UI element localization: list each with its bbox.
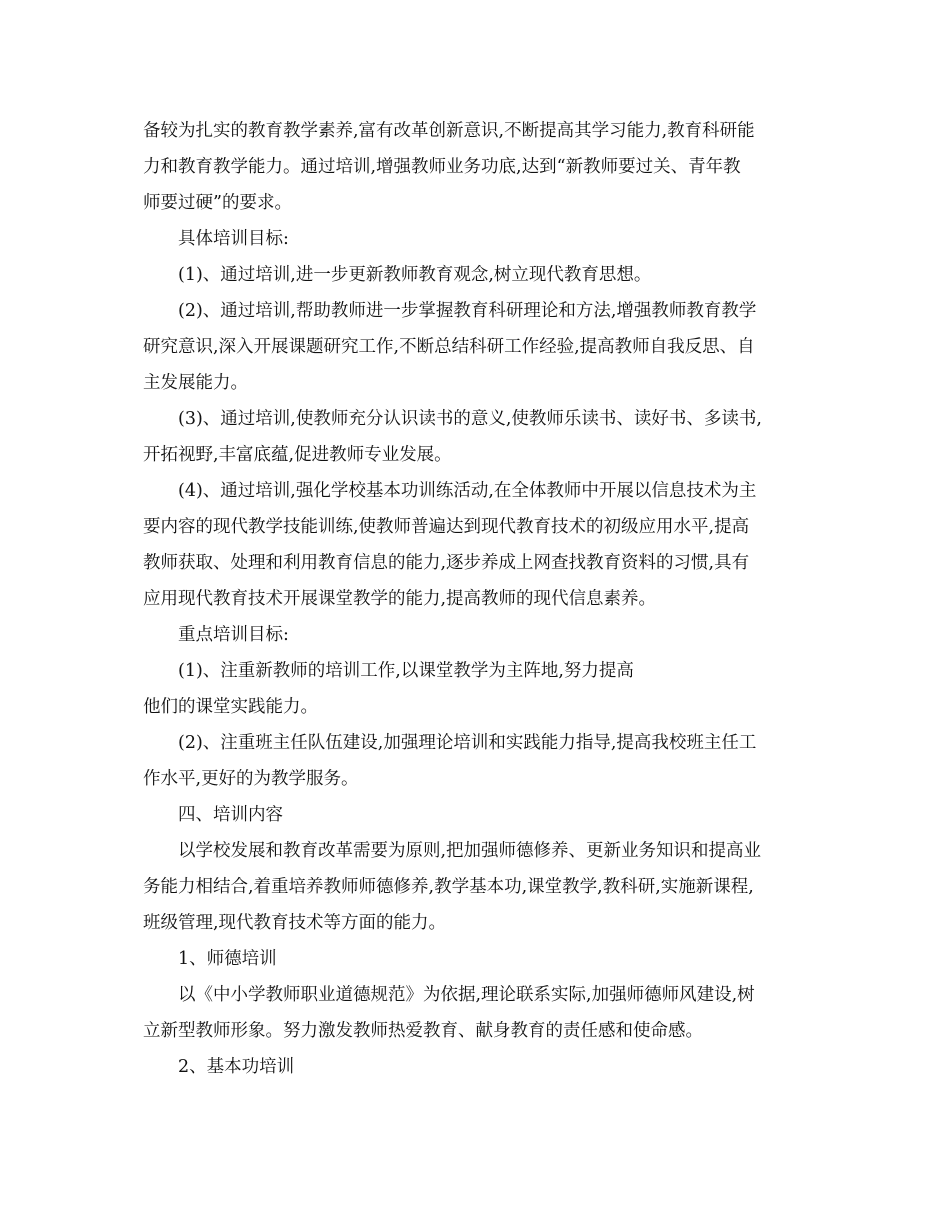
text-line: 作水平,更好的为教学服务。 — [143, 769, 359, 789]
text-line: 研究意识,深入开展课题研究工作,不断总结科研工作经验,提高教师自我反思、自 — [143, 337, 755, 357]
text-line: 开拓视野,丰富底蕴,促进教师专业发展。 — [143, 445, 452, 465]
text-line: (1)、通过培训,进一步更新教师教育观念,树立现代教育思想。 — [178, 265, 652, 285]
text-line: 1、师德培训 — [178, 949, 277, 969]
text-line: (2)、注重班主任队伍建设,加强理论培训和实践能力指导,提高我校班主任工 — [178, 733, 757, 753]
paragraph-1 — [143, 113, 813, 221]
text-line: 备较为扎实的教育教学素养,富有改革创新意识,不断提高其学习能力,教育科研能 — [143, 121, 755, 141]
text-line: 务能力相结合,着重培养教师师德修养,教学基本功,课堂教学,教科研,实施新课程, — [143, 877, 754, 897]
key-goal-item-1 — [143, 653, 813, 689]
text-line: (2)、通过培训,帮助教师进一步掌握教育科研理论和方法,增强教师教育教学 — [178, 301, 757, 321]
training-content-paragraph — [143, 833, 813, 941]
goal-item-3 — [143, 401, 813, 473]
text-line: 重点培训目标: — [178, 625, 289, 645]
text-line: (4)、通过培训,强化学校基本功训练活动,在全体教师中开展以信息技术为主 — [178, 481, 757, 501]
text-line: 以《中小学教师职业道德规范》为依据,理论联系实际,加强师德师风建设,树 — [178, 985, 755, 1005]
text-line: 要内容的现代教学技能训练,使教师普遍达到现代教育技术的初级应用水平,提高 — [143, 517, 750, 537]
text-line: 以学校发展和教育改革需要为原则,把加强师德修养、更新业务知识和提高业 — [178, 841, 762, 861]
text-line: 立新型教师形象。努力激发教师热爱教育、献身教育的责任感和使命感。 — [143, 1021, 703, 1041]
goal-item-2 — [143, 293, 813, 401]
text-line: 四、培训内容 — [178, 805, 283, 825]
heading-basic-skills-training — [143, 1049, 813, 1085]
text-line: 应用现代教育技术开展课堂教学的能力,提高教师的现代信息素养。 — [143, 589, 657, 609]
text-line: (3)、通过培训,使教师充分认识读书的意义,使教师乐读书、读好书、多读书, — [178, 409, 762, 429]
key-goal-item-1-continued — [143, 689, 813, 725]
text-line: 他们的课堂实践能力。 — [143, 697, 318, 717]
text-line: 主发展能力。 — [143, 373, 248, 393]
text-line: 力和教育教学能力。通过培训,增强教师业务功底,达到“新教师要过关、青年教 — [143, 157, 741, 177]
text-line: 班级管理,现代教育技术等方面的能力。 — [143, 913, 447, 933]
key-goal-item-2 — [143, 725, 813, 797]
heading-key-goals — [143, 617, 813, 653]
heading-training-content — [143, 797, 813, 833]
ethics-training-paragraph — [143, 977, 813, 1049]
heading-ethics-training — [143, 941, 813, 977]
text-line: 2、基本功培训 — [178, 1057, 295, 1077]
document-page — [143, 113, 813, 1085]
text-line: (1)、注重新教师的培训工作,以课堂教学为主阵地,努力提高 — [178, 661, 634, 681]
goal-item-4 — [143, 473, 813, 617]
goal-item-1 — [143, 257, 813, 293]
text-line: 教师获取、处理和利用教育信息的能力,逐步养成上网查找教育资料的习惯,具有 — [143, 553, 750, 573]
text-line: 具体培训目标: — [178, 229, 289, 249]
heading-specific-goals — [143, 221, 813, 257]
text-line: 师要过硬”的要求。 — [143, 193, 292, 213]
